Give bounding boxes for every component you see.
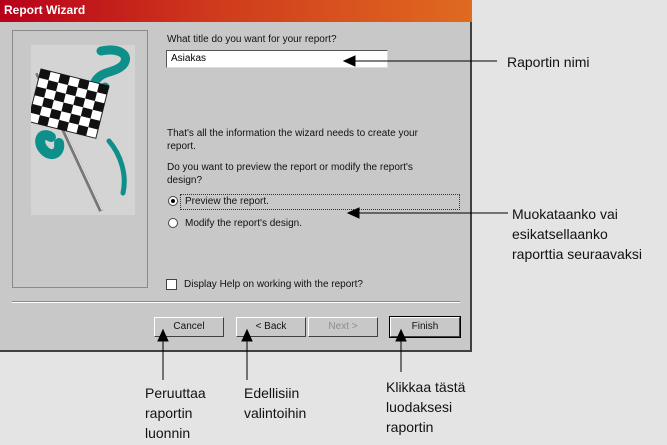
arrow-cancel-head <box>158 330 168 341</box>
callout-preview-line3: raporttia seuraavaksi <box>512 246 642 262</box>
modify-radio-label[interactable]: Modify the report's design. <box>185 218 302 229</box>
finish-button[interactable]: Finish <box>390 317 460 337</box>
help-checkbox-label[interactable]: Display Help on working with the report? <box>184 279 363 290</box>
info-text-line2: report. <box>167 141 196 152</box>
next-button[interactable]: Next > <box>308 317 378 337</box>
callout-back-line2: valintoihin <box>244 405 307 421</box>
window-title: Report Wizard <box>4 3 86 17</box>
callout-cancel-line2: raportin <box>145 405 193 421</box>
arrow-title-head <box>344 56 355 66</box>
report-title-input[interactable]: Asiakas <box>166 50 388 68</box>
callout-title: Raportin nimi <box>507 54 590 70</box>
back-button[interactable]: < Back <box>236 317 306 337</box>
question-text-line2: design? <box>167 175 203 186</box>
cancel-button[interactable]: Cancel <box>154 317 224 337</box>
title-question-label: What title do you want for your report? <box>167 34 337 45</box>
arrow-preview-head <box>348 208 359 218</box>
preview-radio-label[interactable]: Preview the report. <box>185 196 269 207</box>
callout-finish-line2: luodaksesi <box>386 399 453 415</box>
callout-cancel-line3: luonnin <box>145 425 191 441</box>
callout-finish-line1: Klikkaa tästä <box>386 379 466 395</box>
arrow-back-head <box>242 330 252 341</box>
callout-preview-line2: esikatsellaanko <box>512 226 608 242</box>
callout-cancel-line1: Peruuttaa <box>145 385 206 401</box>
info-text-line1: That's all the information the wizard needs to create your <box>167 128 418 139</box>
arrow-finish-head <box>396 330 406 341</box>
callout-preview-line1: Muokataanko vai <box>512 206 618 222</box>
question-text-line1: Do you want to preview the report or modify the report's <box>167 162 413 173</box>
callout-finish-line3: raportin <box>386 419 434 435</box>
callout-back-line1: Edellisiin <box>244 385 300 401</box>
